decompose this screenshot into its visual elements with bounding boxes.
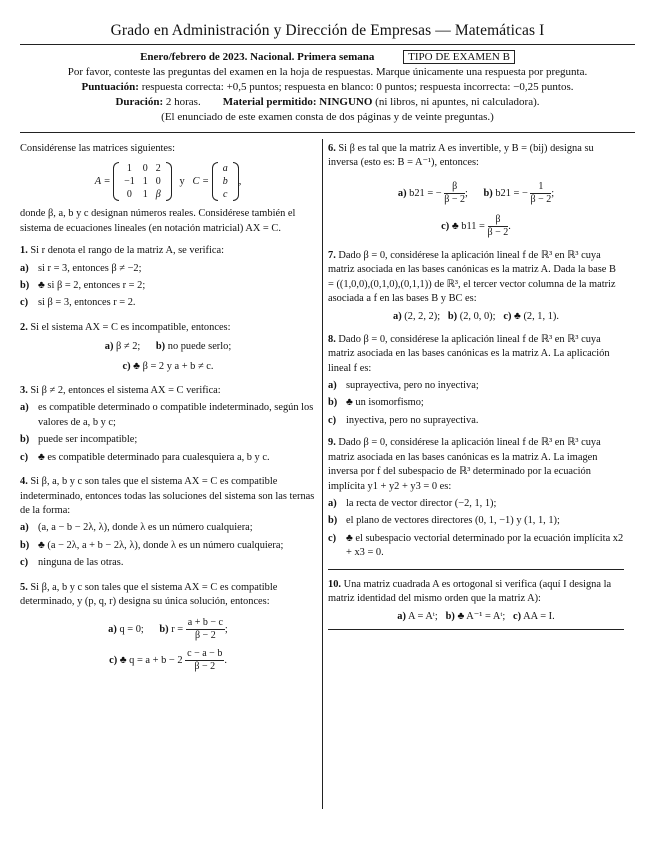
q6-b-fraction — [530, 181, 551, 206]
q9-option-c[interactable] — [328, 532, 624, 561]
numerator: c − a − b — [187, 648, 223, 660]
q8-option-c[interactable] — [328, 414, 624, 428]
question-10 — [328, 578, 624, 607]
option-letter: b) — [20, 280, 30, 292]
duration-text: 2 horas. — [165, 96, 201, 108]
q4-option-c[interactable] — [20, 556, 316, 570]
option-text: ♣ β = 2 y a + b ≠ c. — [133, 360, 214, 372]
duration-line — [0, 96, 655, 108]
header-rule — [20, 132, 635, 133]
matrix-C — [212, 162, 239, 201]
question-5-text: Si β, a, b y c son tales que el sistema AX = C es compatible determinado, y (p, q, r) designa su única solución, entonces: — [20, 581, 278, 607]
q3-option-c[interactable] — [20, 451, 316, 465]
c3: c — [222, 189, 228, 201]
exam-title: Grado en Administración y Dirección de Empresas — Matemáticas I — [110, 22, 545, 39]
question-9-number: 9. — [328, 437, 336, 449]
option-letter: b) — [155, 341, 166, 353]
session-text: Enero/febrero de 2023. Nacional. Primera semana — [140, 51, 375, 63]
numerator: a + b − c — [187, 617, 223, 629]
option-letter: c) — [20, 557, 29, 569]
option-letter: b) — [328, 515, 338, 527]
denominator: β − 2 — [194, 630, 216, 642]
q5-option-c[interactable]: c) ♣ q = a + b − 2 $\frac{c - a - b}{\beta - 2}$ . — [109, 648, 227, 673]
option-text: es compatible determinado o compatible indeterminado, según los valores de a, b y c; — [38, 402, 314, 428]
q5-option-a[interactable] — [108, 624, 144, 635]
a33: β — [155, 189, 161, 201]
question-8-number: 8. — [328, 333, 336, 345]
question-4-text: Si β, a, b y c son tales que el sistema AX = C es compatible indeterminado, entonces todas las soluciones del sistema son las ternas de la forma: — [20, 476, 315, 516]
question-1-text: Si r denota el rango de la matriz A, se verifica: — [30, 245, 225, 257]
option-text: b21 = − — [495, 187, 528, 199]
option-text: (a, a − b − 2λ, λ), donde λ es un número cualquiera; — [38, 522, 253, 534]
c2: b — [222, 176, 228, 188]
a12: 0 — [142, 163, 148, 175]
q7-option-b[interactable] — [448, 311, 496, 322]
option-letter: c) — [503, 311, 512, 323]
scoring-line — [0, 81, 655, 93]
q6-option-a[interactable]: a) b21 = − $\frac{\beta}{\beta - 2}$ ; — [397, 180, 468, 205]
matrix-A — [113, 162, 172, 201]
q5-c-fraction — [185, 648, 224, 673]
option-letter: a) — [104, 341, 114, 353]
option-letter: a) — [20, 262, 29, 274]
denominator: β − 2 — [530, 193, 552, 205]
question-4-number: 4. — [20, 476, 28, 488]
option-letter: b) — [445, 611, 455, 623]
option-letter: b) — [159, 624, 169, 636]
option-letter: c) — [513, 611, 522, 623]
question-2-number: 2. — [20, 321, 28, 333]
option-letter: a) — [397, 611, 406, 623]
option-text: β ≠ 2; — [116, 341, 141, 353]
q10-options — [328, 610, 624, 624]
option-letter: a) — [108, 624, 117, 636]
material-label: Material permitido: — [222, 96, 317, 108]
question-3-text: Si β ≠ 2, entonces el sistema AX = C verifica: — [30, 385, 221, 397]
a21: −1 — [124, 176, 135, 188]
option-text: si β = 3, entonces r = 2. — [38, 297, 136, 309]
option-letter: c) — [441, 220, 450, 232]
question-8-text: Dado β = 0, considérese la aplicación lineal f de ℝ³ en ℝ³ cuya matriz asociada en las bases canónicas es la matriz A. La aplicación lineal f es: — [328, 333, 610, 374]
option-letter: c) — [122, 360, 131, 372]
option-text: puede ser incompatible; — [38, 434, 138, 446]
scoring-text: respuesta correcta: +0,5 puntos; respuesta en blanco: 0 puntos; respuesta incorrecta: −0,25 puntos. — [141, 81, 574, 93]
material-note: (ni libros, ni apuntes, ni calculadora). — [375, 96, 540, 108]
question-2-text: Si el sistema AX = C es incompatible, entonces: — [30, 321, 231, 333]
question-6 — [328, 142, 624, 171]
question-7-text: Dado β = 0, considérese la aplicación lineal f de ℝ³ en ℝ³ cuya matriz asociada en las bases canónicas es la matriz A. Dada la base B = ((1,0,0),(0,1,0),(0,1,1)) de ℝ³, el tercer vector columna de la matriz asociada a f en las bases B y BC es: — [328, 249, 616, 305]
option-letter: c) — [328, 532, 337, 544]
option-text: suprayectiva, pero no inyectiva; — [346, 380, 479, 392]
option-letter: a) — [328, 497, 337, 509]
option-text: ♣ un isomorfismo; — [346, 397, 424, 409]
option-letter: b) — [20, 539, 30, 551]
a11: 1 — [126, 163, 132, 175]
question-4 — [20, 475, 316, 518]
q10-rule-top — [328, 569, 624, 570]
scoring-label: Puntuación: — [81, 81, 139, 93]
a31: 0 — [126, 189, 132, 201]
question-5-number: 5. — [20, 581, 28, 593]
question-9-text: Dado β = 0, considérese la aplicación lineal f de ℝ³ en ℝ³ cuya matriz asociada en las bases canónicas es la matriz A. La imagen inversa por f del subespacio de ℝ³ determinado por la ecuación implícita y1 + y2 + y3 = 0 es: — [328, 437, 601, 492]
option-letter: a) — [20, 522, 29, 534]
q5-b-fraction — [186, 617, 225, 642]
q4-option-b[interactable] — [20, 539, 316, 553]
question-9 — [328, 436, 624, 494]
option-letter: a) — [328, 380, 337, 392]
q6-c-fraction — [488, 214, 509, 239]
option-letter: c) — [20, 451, 29, 463]
session-line — [0, 50, 655, 64]
q7-options — [328, 310, 624, 324]
question-2 — [20, 321, 316, 335]
q8-option-a[interactable] — [328, 379, 624, 393]
question-6-text: Si β es tal que la matriz A es invertible, y B = (bij) designa su inversa (esto es: B = A⁻¹), entonces: — [328, 143, 594, 169]
option-letter: c) — [109, 655, 118, 667]
numerator: 1 — [530, 181, 551, 194]
denominator: β − 2 — [444, 193, 466, 205]
matrix-C-label: C = — [192, 176, 210, 188]
question-3-number: 3. — [20, 385, 28, 397]
q2-options-ab — [20, 340, 316, 354]
denominator: β − 2 — [194, 661, 216, 673]
duration-label: Duración: — [115, 96, 164, 108]
title-rule — [20, 44, 635, 45]
q1-option-b[interactable] — [20, 279, 316, 293]
q2-option-a[interactable] — [105, 341, 141, 352]
after-matrix-text: donde β, a, b y c designan números reales. Considérese también el sistema de ecuaciones lineales (en notación matricial) AX = C. — [20, 208, 296, 234]
option-text: (2, 2, 2); — [404, 311, 441, 323]
material-text: NINGUNO — [319, 96, 373, 108]
q1-option-c[interactable] — [20, 296, 316, 310]
q7-option-c[interactable] — [503, 311, 559, 322]
question-8 — [328, 333, 624, 376]
question-7-number: 7. — [328, 249, 336, 261]
pages-note: (El enunciado de este examen consta de dos páginas y de veinte preguntas.) — [161, 111, 494, 123]
option-text: ninguna de las otras. — [38, 557, 124, 569]
option-text: ♣ es compatible determinado para cualesquiera a, b y c. — [38, 451, 270, 463]
option-text: la recta de vector director (−2, 1, 1); — [346, 497, 497, 509]
column-divider — [322, 139, 323, 809]
question-5 — [20, 581, 316, 610]
option-text: si r = 3, entonces β ≠ −2; — [38, 262, 142, 274]
option-text: el plano de vectores directores (0, 1, −1) y (1, 1, 1); — [346, 515, 560, 527]
a32: 1 — [142, 189, 148, 201]
q2-option-b[interactable] — [156, 341, 231, 352]
q6-option-b[interactable]: b) b21 = − $\frac{1}{\beta - 2}$ ; — [483, 180, 555, 205]
option-letter: c) — [328, 414, 337, 426]
q10-option-b[interactable] — [446, 611, 506, 622]
exam-type-box: TIPO DE EXAMEN B — [403, 50, 515, 64]
q1-option-a[interactable] — [20, 262, 316, 276]
q10-option-c[interactable] — [513, 611, 555, 622]
option-letter: b) — [447, 311, 458, 323]
question-3 — [20, 384, 316, 398]
option-letter: b) — [20, 434, 30, 446]
right-column — [328, 142, 624, 630]
instructions: Por favor, conteste las preguntas del examen en la hoja de respuestas. Marque únicamente una respuesta por pregunta. — [67, 66, 588, 78]
denominator: β − 2 — [487, 226, 509, 238]
question-7 — [328, 249, 624, 307]
option-text: (2, 0, 0); — [459, 311, 496, 323]
option-text: ♣ si β = 2, entonces r = 2; — [38, 280, 146, 292]
question-10-text: Una matriz cuadrada A es ortogonal si verifica (aquí I designa la matriz identidad del mismo orden que la matriz A): — [328, 578, 612, 604]
q9-option-b[interactable] — [328, 514, 624, 528]
a22: 1 — [142, 176, 148, 188]
question-6-number: 6. — [328, 143, 336, 154]
q8-option-b[interactable] — [328, 396, 624, 410]
option-letter: b) — [328, 397, 338, 409]
option-text: ♣ el subespacio vectorial determinado por la ecuación implícita x2 + x3 = 0. — [346, 532, 624, 559]
option-text: r = — [171, 624, 184, 636]
q6-option-c[interactable]: c) ♣ b11 = $\frac{\beta}{\beta - 2}$ . — [441, 213, 511, 238]
q10-option-a[interactable] — [397, 611, 437, 622]
q10-rule-bottom — [328, 629, 624, 630]
and-word: y — [179, 176, 185, 188]
question-1 — [20, 244, 316, 258]
q3-option-b[interactable] — [20, 433, 316, 447]
left-column — [20, 142, 316, 679]
q5-option-b[interactable]: b) r = $\frac{a + b - c}{\beta - 2}$ ; — [159, 617, 228, 642]
option-letter: b) — [483, 187, 493, 199]
a13: 2 — [155, 163, 161, 175]
c1: a — [222, 163, 228, 175]
numerator: β — [444, 181, 465, 194]
q7-option-a[interactable] — [393, 311, 440, 322]
option-text: ♣ A⁻¹ = Aᵗ; — [457, 611, 506, 623]
q6-a-fraction — [444, 181, 465, 206]
option-text: AA = I. — [523, 611, 555, 623]
numerator: β — [488, 214, 509, 227]
q3-option-a[interactable] — [20, 401, 316, 430]
option-letter: c) — [20, 297, 29, 309]
option-text: no puede serlo; — [167, 341, 232, 353]
matrix-A-label: A = — [94, 176, 111, 188]
q5-options-ab — [20, 617, 316, 642]
intro-text: Considérense las matrices siguientes: — [20, 143, 175, 154]
option-text: b21 = − — [409, 187, 442, 199]
option-text: ♣ q = a + b − 2 — [119, 655, 183, 667]
option-text: ♣ (2, 1, 1). — [514, 311, 559, 323]
option-letter: a) — [393, 311, 402, 323]
question-10-number: 10. — [328, 578, 341, 590]
option-text: inyectiva, pero no suprayectiva. — [346, 414, 479, 426]
option-text: ♣ b11 = — [451, 220, 485, 232]
option-text: ♣ (a − 2λ, a + b − 2λ, λ), donde λ es un número cualquiera; — [38, 539, 284, 551]
q9-option-a[interactable] — [328, 497, 624, 511]
option-letter: a) — [20, 402, 29, 414]
a23: 0 — [155, 176, 161, 188]
q4-option-a[interactable] — [20, 521, 316, 535]
question-1-number: 1. — [20, 245, 28, 257]
q6-options-ab — [328, 181, 624, 206]
option-text: A = Aᵗ; — [407, 611, 438, 623]
option-text: q = 0; — [119, 624, 144, 636]
matrices-display: A = 1 0 2 −1 1 0 0 1 β y C = a b c , — [94, 163, 242, 201]
q2-option-c[interactable] — [20, 360, 316, 374]
option-letter: a) — [397, 187, 407, 199]
